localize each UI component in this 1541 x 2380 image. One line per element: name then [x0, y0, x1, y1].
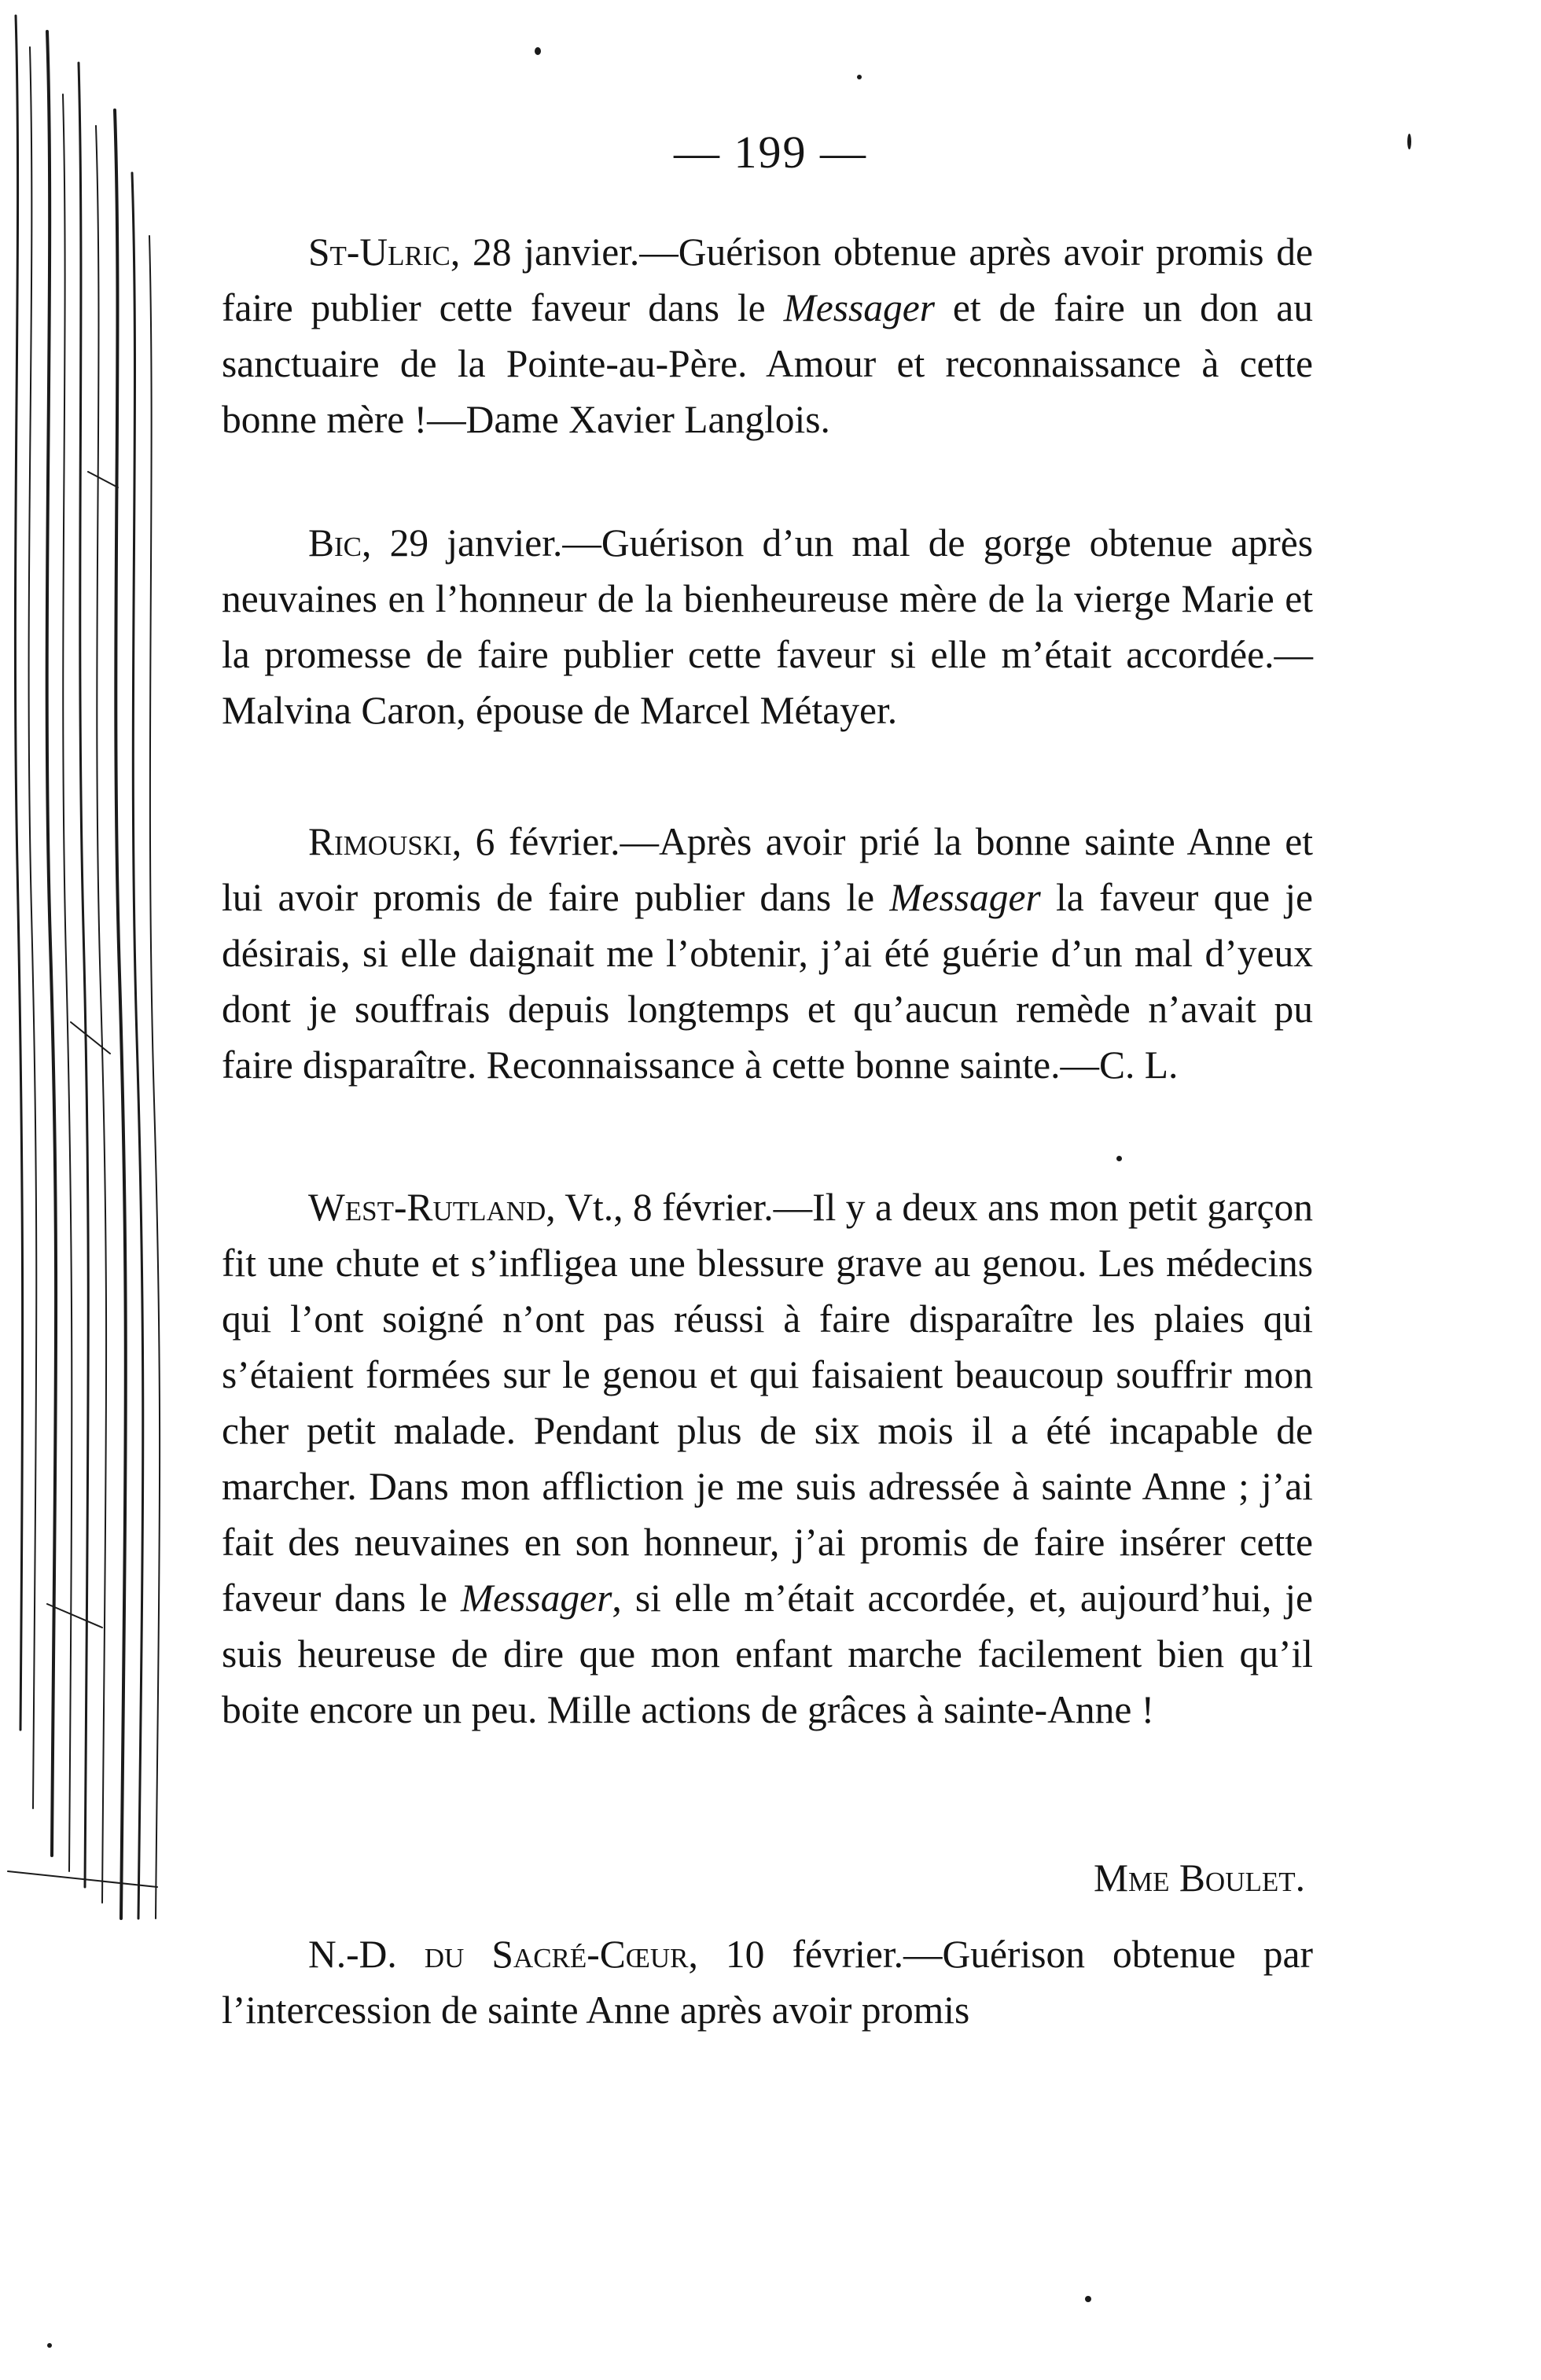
entry-rimouski: [222, 814, 1313, 1093]
entry-place: Rimouski,: [308, 820, 462, 863]
entry-italic: Messager: [460, 1576, 612, 1620]
entry-text: 10 février.—Guérison obtenue par l’intercession de sainte Anne après avoir promis: [222, 1933, 1313, 2032]
scan-speck: [1085, 2296, 1091, 2302]
binding-edge-artifact: [0, 0, 173, 1934]
entry-place: West-Rutland,: [308, 1186, 556, 1229]
entry-bic: [222, 515, 1313, 738]
entry-text: Vt., 8 février.—Il y a deux ans mon petit garçon fit une chute et s’infligea une blessure grave au genou. Les médecins qui l’ont soigné n’ont pas réussi à faire disparaître les plaies qui s’étaient formées sur le genou et qui faisaient beaucoup souffrir mon cher petit malade. Pendant plus de six mois il a été incapable de marcher. Dans mon affliction je me suis adressée à sainte Anne ; j’ai fait des neuvaines en son honneur, j’ai promis de faire insérer cette faveur dans le: [222, 1186, 1313, 1620]
entry-text: et de faire un don au sanctuaire de la Pointe-au-Père. Amour et reconnaissance à cette bonne mère !—Dame Xavier Langlois.: [222, 286, 1314, 441]
scan-speck: [47, 2343, 52, 2348]
entry-place: St-Ulric,: [308, 230, 461, 274]
entry-nd-sacre-coeur: [222, 1926, 1313, 2038]
entry-west-rutland: [222, 1179, 1313, 1738]
scan-speck: [857, 75, 862, 79]
entry-text: , si elle m’était accordée, et, aujourd’hui, je suis heureuse de dire que mon enfant marche facilement bien qu’il boite encore un peu. Mille actions de grâces à sainte-Anne !: [222, 1576, 1313, 1731]
entry-text: 29 janvier.—Guérison d’un mal de gorge obtenue après neuvaines en l’honneur de la bienheureuse mère de la vierge Marie et la promesse de faire publier cette faveur si elle m’était accordée.—Malvina Caron, épouse de Marcel Métayer.: [222, 521, 1313, 732]
entry-signature: Mme Boulet.: [1094, 1856, 1305, 1900]
entry-italic: Messager: [889, 876, 1041, 919]
entry-text: 28 janvier.—Guérison obtenue après avoir promis de faire publier cette faveur dans le: [222, 230, 1313, 329]
entry-text: 6 février.—Après avoir prié la bonne sainte Anne et lui avoir promis de faire publier dans le: [222, 820, 1313, 919]
scan-speck: [535, 47, 541, 55]
entry-st-ulric: [222, 224, 1313, 447]
scan-speck: [1116, 1156, 1122, 1161]
page-number: — 199 —: [674, 127, 867, 178]
entry-place: N.-D. du Sacré-Cœur,: [308, 1933, 698, 1976]
entry-text: la faveur que je désirais, si elle daignait me l’obtenir, j’ai été guérie d’un mal d’yeux dont je souffrais depuis longtemps et qu’aucun remède n’avait pu faire disparaître. Reconnaissance à cette bonne sainte.—C. L.: [222, 876, 1314, 1087]
entry-place: Bic,: [308, 521, 372, 565]
scan-speck: [1407, 134, 1411, 149]
entry-italic: Messager: [783, 286, 936, 329]
